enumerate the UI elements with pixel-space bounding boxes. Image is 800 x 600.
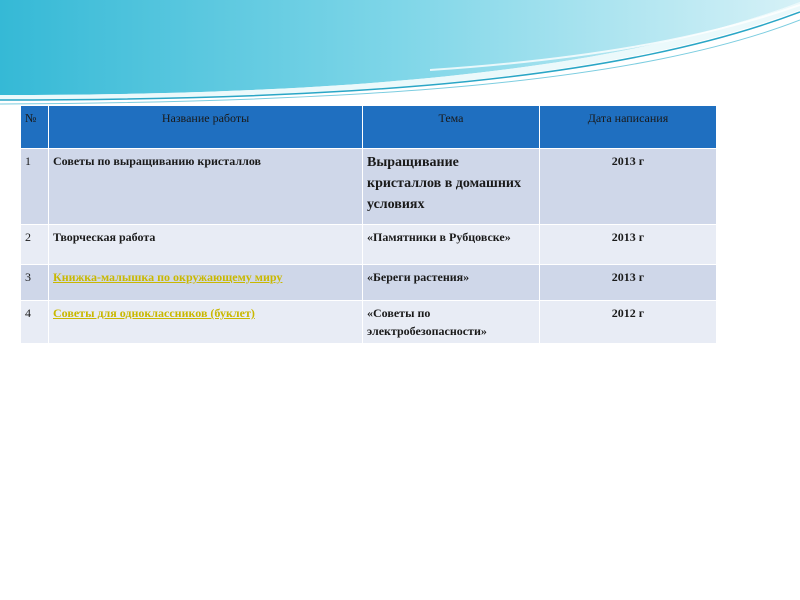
row-number: 1 bbox=[21, 149, 49, 225]
table-row bbox=[21, 149, 717, 225]
row-title bbox=[49, 265, 363, 301]
table-row bbox=[21, 301, 717, 344]
row-number: 2 bbox=[21, 225, 49, 265]
header-topic: Тема bbox=[363, 106, 540, 149]
row-number: 4 bbox=[21, 301, 49, 344]
row-title: Творческая работа bbox=[49, 225, 363, 265]
row-title: Советы по выращиванию кристаллов bbox=[49, 149, 363, 225]
works-table bbox=[20, 105, 717, 344]
table-row bbox=[21, 225, 717, 265]
row-topic: Выращивание кристаллов в домашних условиях bbox=[363, 149, 540, 225]
header-date: Дата написания bbox=[540, 106, 717, 149]
row-date: 2013 г bbox=[540, 149, 717, 225]
row-topic: «Советы по электробезопасности» bbox=[363, 301, 540, 344]
row-date: 2013 г bbox=[540, 225, 717, 265]
header-work-title: Название работы bbox=[49, 106, 363, 149]
row-title-link[interactable]: Книжка-малышка по окружающему миру bbox=[53, 270, 283, 284]
row-title-link[interactable]: Советы для одноклассников (буклет) bbox=[53, 306, 255, 320]
row-topic: «Береги растения» bbox=[363, 265, 540, 301]
row-number: 3 bbox=[21, 265, 49, 301]
row-date: 2013 г bbox=[540, 265, 717, 301]
decorative-wave-banner bbox=[0, 0, 800, 110]
row-topic: «Памятники в Рубцовске» bbox=[363, 225, 540, 265]
header-number: № bbox=[21, 106, 49, 149]
table-header-row bbox=[21, 106, 717, 149]
table-row bbox=[21, 265, 717, 301]
row-date: 2012 г bbox=[540, 301, 717, 344]
row-title bbox=[49, 301, 363, 344]
